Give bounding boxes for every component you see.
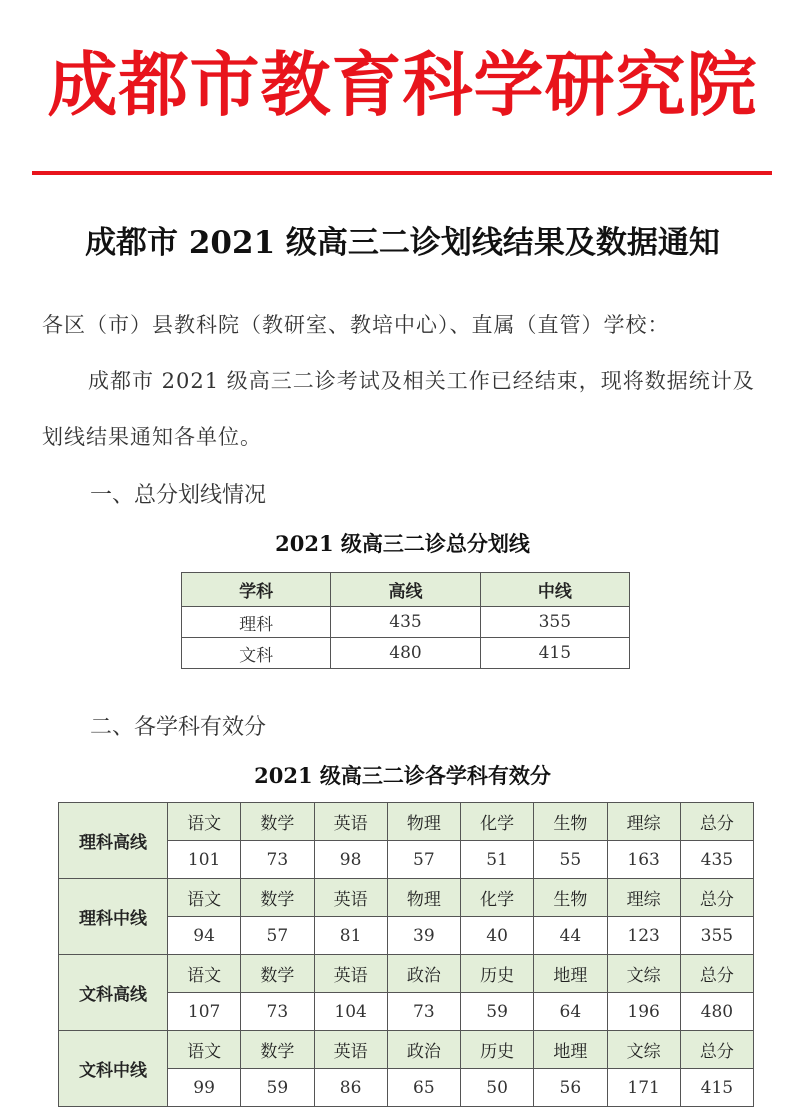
table-cell: 415 <box>480 638 629 669</box>
score-cell: 196 <box>607 993 680 1031</box>
subject-cell: 英语 <box>314 1031 387 1069</box>
table-header-cell: 中线 <box>480 573 629 607</box>
subject-cell: 总分 <box>680 803 753 841</box>
score-cell: 55 <box>534 841 607 879</box>
document-title: 成都市 2021 级高三二诊划线结果及数据通知 <box>85 225 720 261</box>
subject-cell: 英语 <box>314 955 387 993</box>
subject-cell: 总分 <box>680 955 753 993</box>
subject-cell: 理综 <box>607 879 680 917</box>
score-cell: 480 <box>680 993 753 1031</box>
subject-cell: 语文 <box>168 879 241 917</box>
score-cell: 98 <box>314 841 387 879</box>
total-score-table-title: 2021 级高三二诊总分划线 <box>275 531 530 556</box>
score-cell: 101 <box>168 841 241 879</box>
score-cell: 64 <box>534 993 607 1031</box>
masthead-title: 成都市教育科学研究院 <box>47 44 758 126</box>
subject-cell: 政治 <box>387 1031 460 1069</box>
group-label: 文科中线 <box>59 1031 168 1107</box>
score-cell: 57 <box>241 917 314 955</box>
score-cell: 59 <box>461 993 534 1031</box>
score-cell: 40 <box>461 917 534 955</box>
table-header-cell: 高线 <box>331 573 480 607</box>
table-row <box>182 607 630 638</box>
subject-cell: 数学 <box>241 879 314 917</box>
subject-cell: 生物 <box>534 803 607 841</box>
subject-cell: 生物 <box>534 879 607 917</box>
score-cell: 59 <box>241 1069 314 1107</box>
subject-cell: 文综 <box>607 1031 680 1069</box>
subject-cell: 地理 <box>534 1031 607 1069</box>
score-cell: 56 <box>534 1069 607 1107</box>
group-label: 理科高线 <box>59 803 168 879</box>
salutation: 各区（市）县教科院（教研室、教培中心）、直属（直管）学校： <box>42 313 670 337</box>
subject-cell: 语文 <box>168 955 241 993</box>
score-cell: 44 <box>534 917 607 955</box>
table-row <box>182 638 630 669</box>
subject-score-table <box>58 802 754 1107</box>
table-cell: 理科 <box>182 607 331 638</box>
red-divider <box>32 171 772 175</box>
subject-row <box>59 803 754 841</box>
score-cell: 73 <box>387 993 460 1031</box>
subject-cell: 总分 <box>680 1031 753 1069</box>
subject-cell: 数学 <box>241 955 314 993</box>
subject-cell: 语文 <box>168 1031 241 1069</box>
table-cell: 480 <box>331 638 480 669</box>
score-cell: 39 <box>387 917 460 955</box>
table-cell: 355 <box>480 607 629 638</box>
subject-cell: 地理 <box>534 955 607 993</box>
subject-cell: 物理 <box>387 803 460 841</box>
score-cell: 104 <box>314 993 387 1031</box>
score-cell: 435 <box>680 841 753 879</box>
subject-cell: 英语 <box>314 879 387 917</box>
subject-cell: 文综 <box>607 955 680 993</box>
score-cell: 57 <box>387 841 460 879</box>
score-cell: 99 <box>168 1069 241 1107</box>
score-cell: 50 <box>461 1069 534 1107</box>
total-score-table <box>181 572 630 669</box>
subject-cell: 数学 <box>241 1031 314 1069</box>
table-cell: 文科 <box>182 638 331 669</box>
score-cell: 86 <box>314 1069 387 1107</box>
subject-row <box>59 1031 754 1069</box>
subject-score-table-title: 2021 级高三二诊各学科有效分 <box>254 763 551 788</box>
table-header-cell: 学科 <box>182 573 331 607</box>
body-paragraph: 成都市 2021 级高三二诊考试及相关工作已经结束，现将数据统计及划线结果通知各单位。 <box>42 369 755 449</box>
subject-cell: 物理 <box>387 879 460 917</box>
score-cell: 73 <box>241 993 314 1031</box>
section-1-heading: 一、总分划线情况 <box>90 483 267 508</box>
score-cell: 94 <box>168 917 241 955</box>
subject-cell: 英语 <box>314 803 387 841</box>
group-label: 文科高线 <box>59 955 168 1031</box>
table-header-row <box>182 573 630 607</box>
subject-cell: 化学 <box>461 803 534 841</box>
subject-cell: 政治 <box>387 955 460 993</box>
score-cell: 415 <box>680 1069 753 1107</box>
score-cell: 355 <box>680 917 753 955</box>
subject-row <box>59 955 754 993</box>
subject-row <box>59 879 754 917</box>
subject-cell: 历史 <box>461 955 534 993</box>
group-label: 理科中线 <box>59 879 168 955</box>
score-cell: 65 <box>387 1069 460 1107</box>
subject-cell: 语文 <box>168 803 241 841</box>
score-cell: 171 <box>607 1069 680 1107</box>
subject-cell: 化学 <box>461 879 534 917</box>
score-cell: 73 <box>241 841 314 879</box>
score-cell: 163 <box>607 841 680 879</box>
score-cell: 81 <box>314 917 387 955</box>
score-cell: 107 <box>168 993 241 1031</box>
section-2-heading: 二、各学科有效分 <box>90 715 267 740</box>
subject-cell: 历史 <box>461 1031 534 1069</box>
score-cell: 123 <box>607 917 680 955</box>
subject-cell: 数学 <box>241 803 314 841</box>
subject-cell: 理综 <box>607 803 680 841</box>
score-cell: 51 <box>461 841 534 879</box>
table-cell: 435 <box>331 607 480 638</box>
subject-cell: 总分 <box>680 879 753 917</box>
